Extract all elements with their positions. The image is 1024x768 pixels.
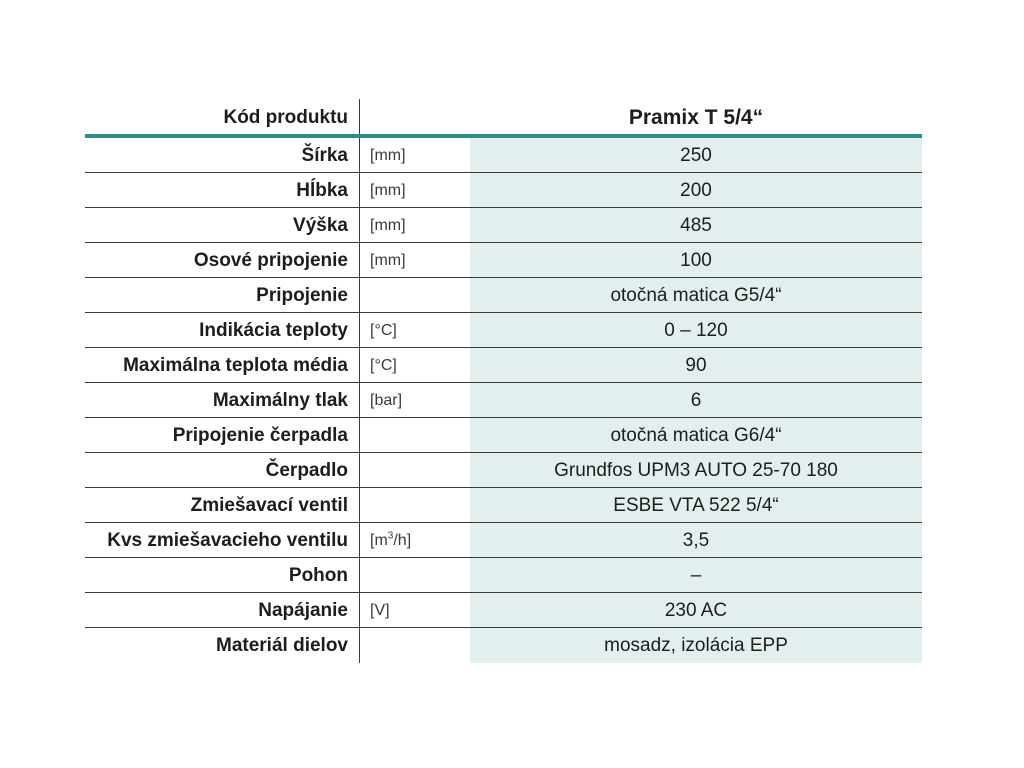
table-row [85, 418, 922, 453]
table-header [85, 99, 922, 138]
row-value: 200 [470, 173, 922, 207]
row-value: – [470, 558, 922, 592]
row-unit [360, 558, 470, 592]
row-label: Čerpadlo [85, 453, 360, 487]
header-label: Kód produktu [85, 99, 360, 134]
row-value: 3,5 [470, 523, 922, 557]
row-value: 230 AC [470, 593, 922, 627]
row-unit: [mm] [370, 147, 406, 164]
table-row [85, 208, 922, 243]
row-unit: [°C] [370, 357, 397, 374]
table-row [85, 138, 922, 173]
table-row [85, 488, 922, 523]
row-label: Hĺbka [85, 173, 360, 207]
row-value: 100 [470, 243, 922, 277]
row-unit: [bar] [370, 392, 403, 409]
row-value: 90 [470, 348, 922, 382]
table-row [85, 313, 922, 348]
unit-prefix: [m [370, 532, 388, 549]
row-unit [360, 453, 470, 487]
table-row [85, 628, 922, 663]
product-name: Pramix T 5/4“ [628, 106, 764, 129]
row-label: Výška [85, 208, 360, 242]
row-value: 485 [470, 208, 922, 242]
unit-superscript: 3 [387, 530, 394, 542]
row-label: Maximálna teplota média [85, 348, 360, 382]
row-unit [360, 418, 470, 452]
row-value: 6 [470, 383, 922, 417]
row-value: 0 – 120 [470, 313, 922, 347]
row-value: mosadz, izolácia EPP [470, 628, 922, 663]
row-label: Maximálny tlak [85, 383, 360, 417]
row-unit: [V] [370, 602, 390, 619]
row-label: Osové pripojenie [85, 243, 360, 277]
row-value: Grundfos UPM3 AUTO 25-70 180 [470, 453, 922, 487]
table-row [85, 243, 922, 278]
row-value: otočná matica G6/4“ [470, 418, 922, 452]
row-label: Pripojenie [85, 278, 360, 312]
row-value: 250 [470, 138, 922, 172]
table-row [85, 523, 922, 558]
row-unit: [°C] [370, 322, 397, 339]
row-label: Kvs zmiešavacieho ventilu [85, 523, 360, 557]
spec-table [85, 99, 922, 663]
row-label: Zmiešavací ventil [85, 488, 360, 522]
table-row [85, 558, 922, 593]
row-unit: [mm] [370, 182, 406, 199]
row-label: Materiál dielov [85, 628, 360, 663]
table-row [85, 278, 922, 313]
row-unit [360, 278, 470, 312]
row-label: Pripojenie čerpadla [85, 418, 360, 452]
table-row [85, 383, 922, 418]
row-unit [360, 523, 470, 557]
table-row [85, 453, 922, 488]
row-unit [360, 628, 470, 663]
row-value: ESBE VTA 522 5/4“ [470, 488, 922, 522]
row-label: Indikácia teploty [85, 313, 360, 347]
row-unit: [mm] [370, 217, 406, 234]
row-label: Napájanie [85, 593, 360, 627]
unit-suffix: /h] [393, 532, 412, 549]
row-unit: [mm] [370, 252, 406, 269]
row-label: Šírka [85, 138, 360, 172]
row-value: otočná matica G5/4“ [470, 278, 922, 312]
row-label: Pohon [85, 558, 360, 592]
table-row [85, 593, 922, 628]
header-unit [360, 99, 470, 134]
table-row [85, 348, 922, 383]
table-row [85, 173, 922, 208]
row-unit [360, 488, 470, 522]
